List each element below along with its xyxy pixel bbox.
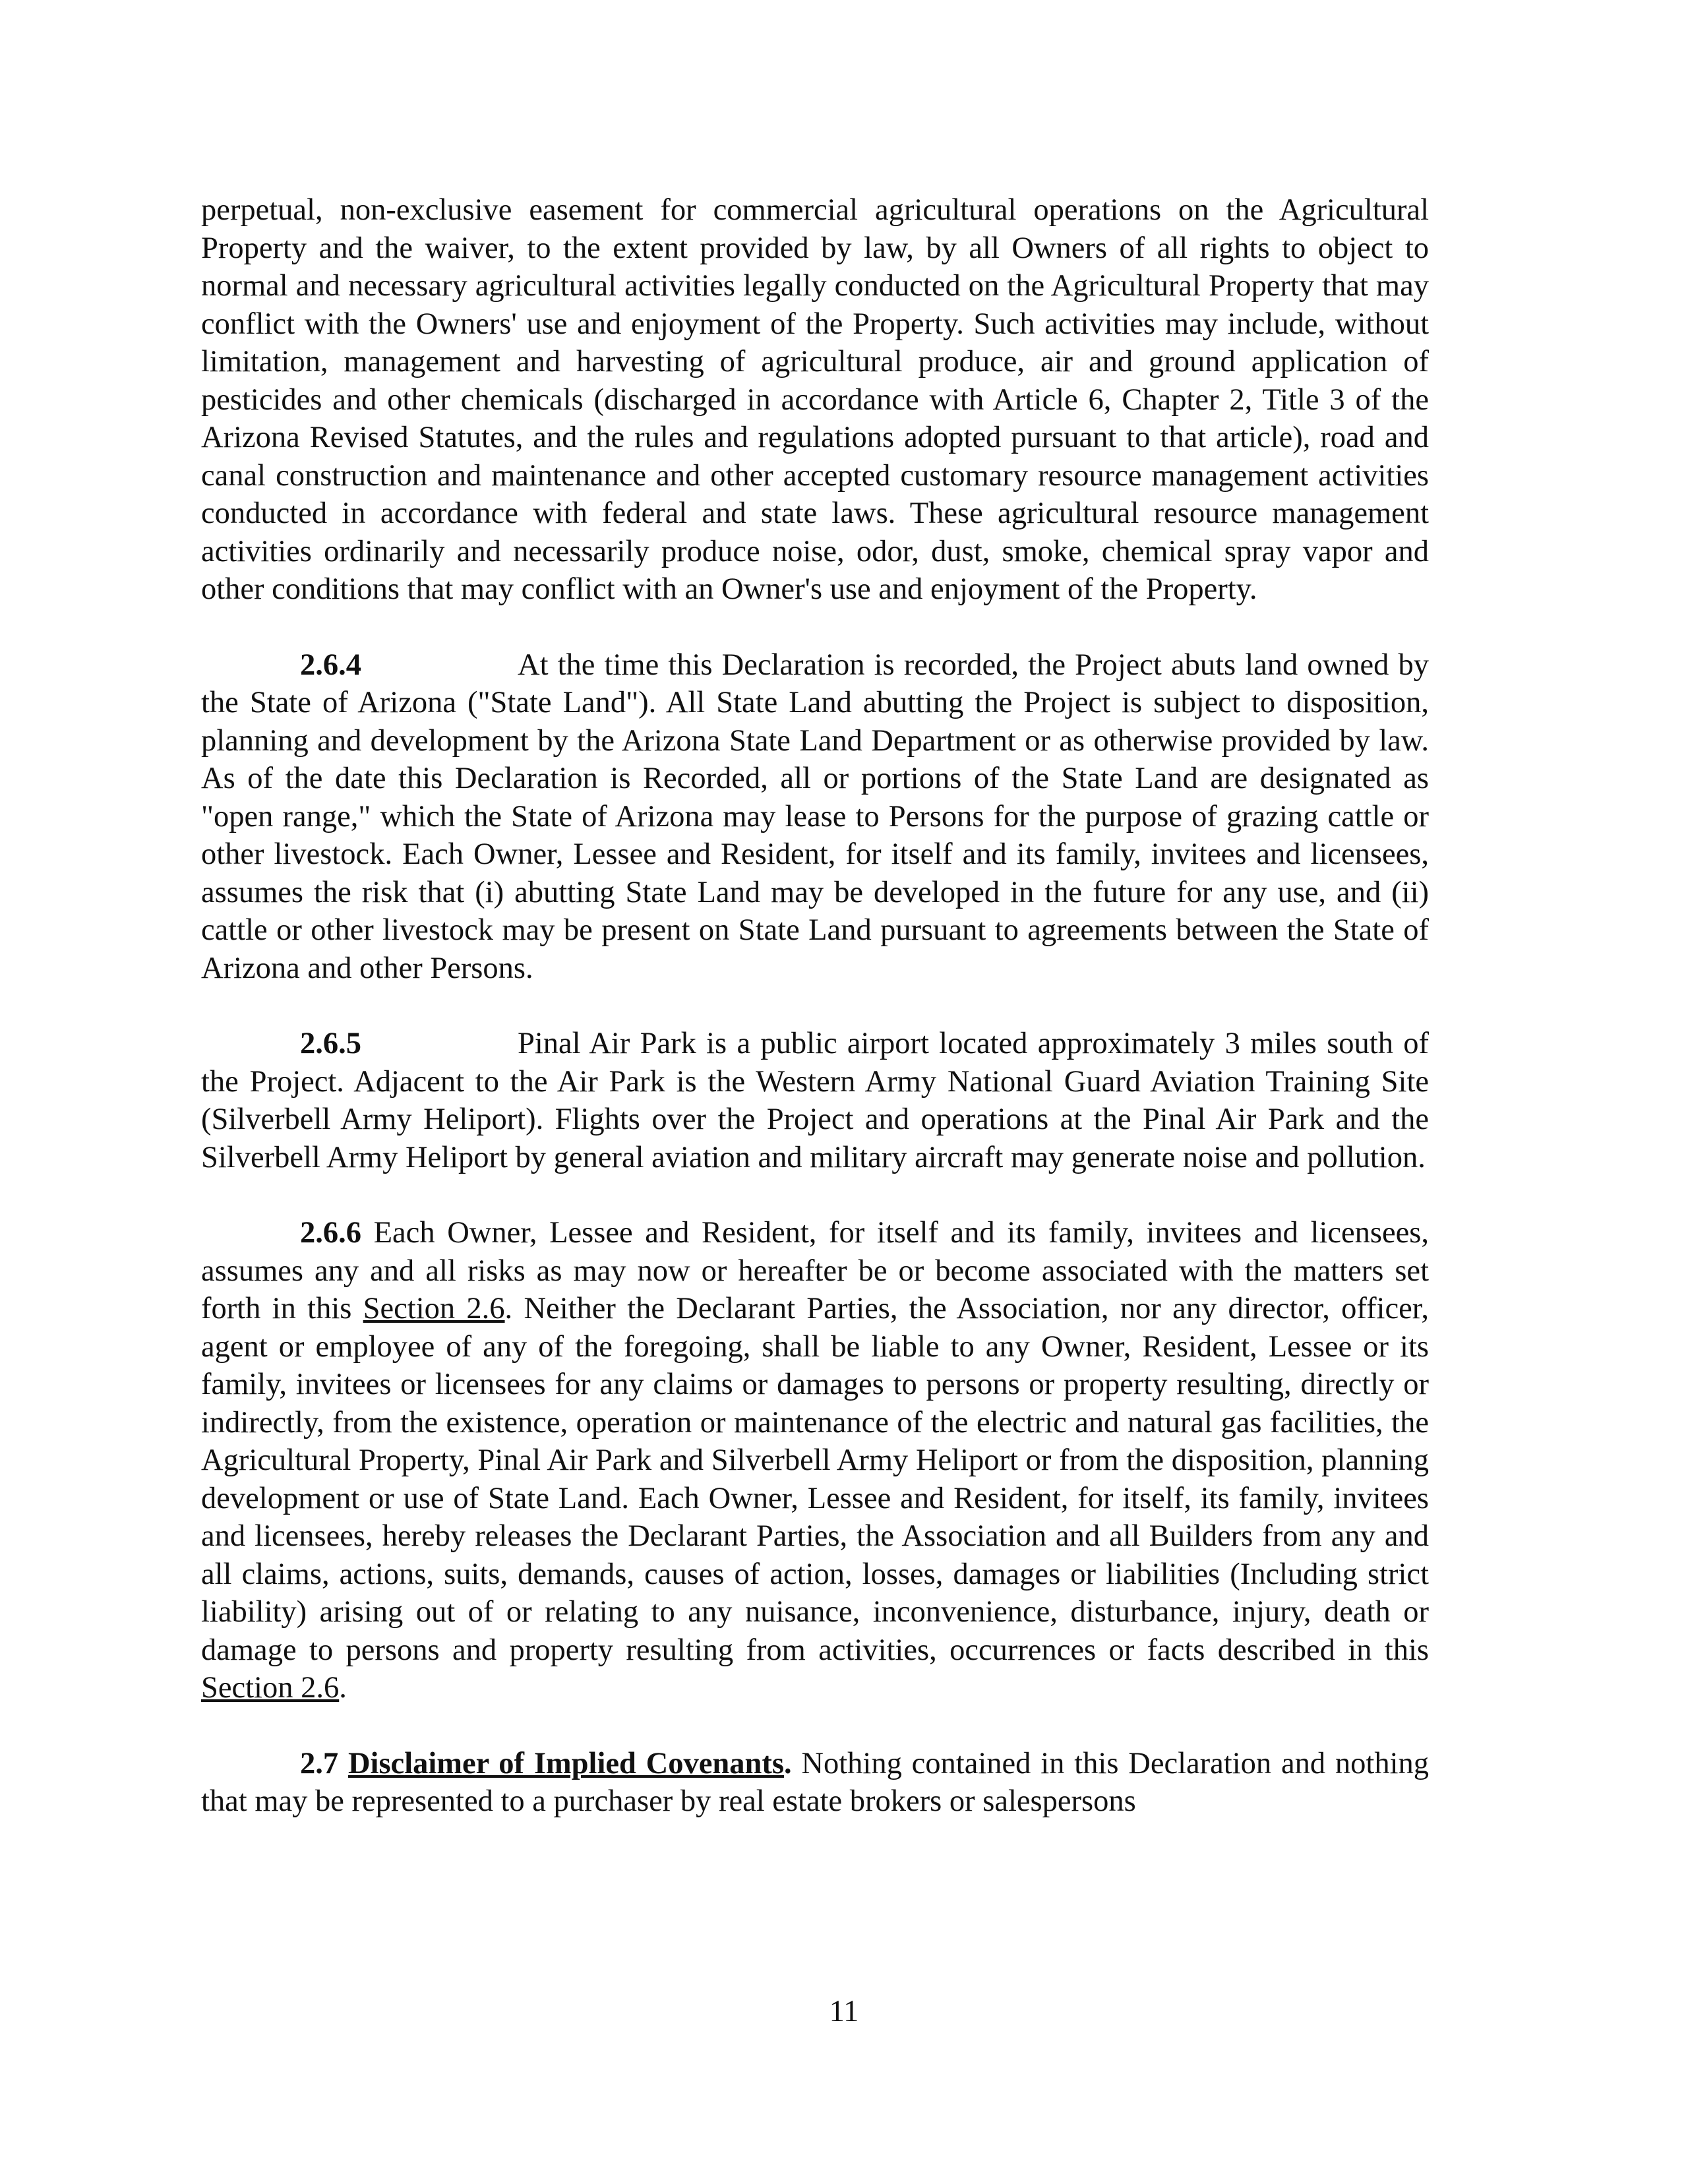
section-text: At the time this Declaration is recorded, the Project abuts land owned by the State of Arizona ("State Land"). All State Land abutting the Project is subject to disposition, planning and development by the Arizona State Land Department or as otherwise provided by law. As of the date this Declaration is Recorded, all or portions of the State Land are designated as "open range," which the State of Arizona may lease to Persons for the purpose of grazing cattle or other livestock. Each Owner, Lessee and Resident, for itself and its family, invitees and licensees, assumes the risk that (i) abutting State Land may be developed in the future for any use, and (ii) cattle or other livestock may be present on State Land pursuant to agreements between the State of Arizona and other Persons. bbox=[201, 648, 1429, 985]
section-reference-link: Section 2.6 bbox=[201, 1671, 340, 1705]
document-page bbox=[201, 191, 1429, 1858]
section-number: 2.7 bbox=[300, 1746, 339, 1780]
section-number: 2.6.4 bbox=[300, 648, 361, 682]
section-reference-link: Section 2.6 bbox=[363, 1292, 505, 1325]
section-text-part: Each Owner, Lessee and Resident, for itself and its family, invitees and licensees, assumes any and all risks as may now or hereafter be or become associated with the matters set forth in this bbox=[201, 1216, 1429, 1325]
section-2-7 bbox=[201, 1745, 1429, 1821]
section-number: 2.6.6 bbox=[300, 1216, 361, 1250]
section-heading-punct: . bbox=[783, 1746, 792, 1780]
section-text: Nothing contained in this Declaration and nothing that may be represented to a purchaser by real estate brokers or salespersons bbox=[201, 1746, 1429, 1818]
section-number: 2.6.5 bbox=[300, 1027, 361, 1060]
section-heading: Disclaimer of Implied Covenants bbox=[347, 1746, 784, 1780]
page-number: 11 bbox=[829, 1995, 859, 2028]
section-2-6-4 bbox=[201, 646, 1429, 988]
paragraph-agricultural-easement: perpetual, non-exclusive easement for commercial agricultural operations on the Agricultural Property and the waiver, to the extent provided by law, by all Owners of all rights to object to normal and necessary agricultural activities legally conducted on the Agricultural Property that may conflict with the Owners' use and enjoyment of the Property. Such activities may include, without limitation, management and harvesting of agricultural produce, air and ground application of pesticides and other chemicals (discharged in accordance with Article 6, Chapter 2, Title 3 of the Arizona Revised Statutes, and the rules and regulations adopted pursuant to that article), road and canal construction and maintenance and other accepted customary resource management activities conducted in accordance with federal and state laws. These agricultural resource management activities ordinarily and necessarily produce noise, odor, dust, smoke, chemical spray vapor and other conditions that may conflict with an Owner's use and enjoyment of the Property. bbox=[201, 193, 1429, 606]
section-2-6-6 bbox=[201, 1214, 1429, 1707]
section-text-part: . bbox=[339, 1671, 347, 1705]
section-text-part: . Neither the Declarant Parties, the Association, nor any director, officer, agent or employee of any of the foregoing, shall be liable to any Owner, Resident, Lessee or its family, invitees or licensees for any claims or damages to persons or property resulting, directly or indirectly, from the existence, operation or maintenance of the electric and natural gas facilities, the Agricultural Property, Pinal Air Park and Silverbell Army Heliport or from the disposition, planning development or use of State Land. Each Owner, Lessee and Resident, for itself, its family, invitees and licensees, hereby releases the Declarant Parties, the Association and all Builders from any and all claims, actions, suits, demands, causes of action, losses, damages or liabilities (Including strict liability) arising out of or relating to any nuisance, inconvenience, disturbance, injury, death or damage to persons and property resulting from activities, occurrences or facts described in this bbox=[201, 1292, 1429, 1667]
section-2-6-5 bbox=[201, 1025, 1429, 1176]
section-text: Pinal Air Park is a public airport located approximately 3 miles south of the Project. Adjacent to the Air Park is the Western Army National Guard Aviation Training Site (Silverbell Army Heliport). Flights over the Project and operations at the Pinal Air Park and the Silverbell Army Heliport by general aviation and military aircraft may generate noise and pollution. bbox=[201, 1027, 1429, 1174]
